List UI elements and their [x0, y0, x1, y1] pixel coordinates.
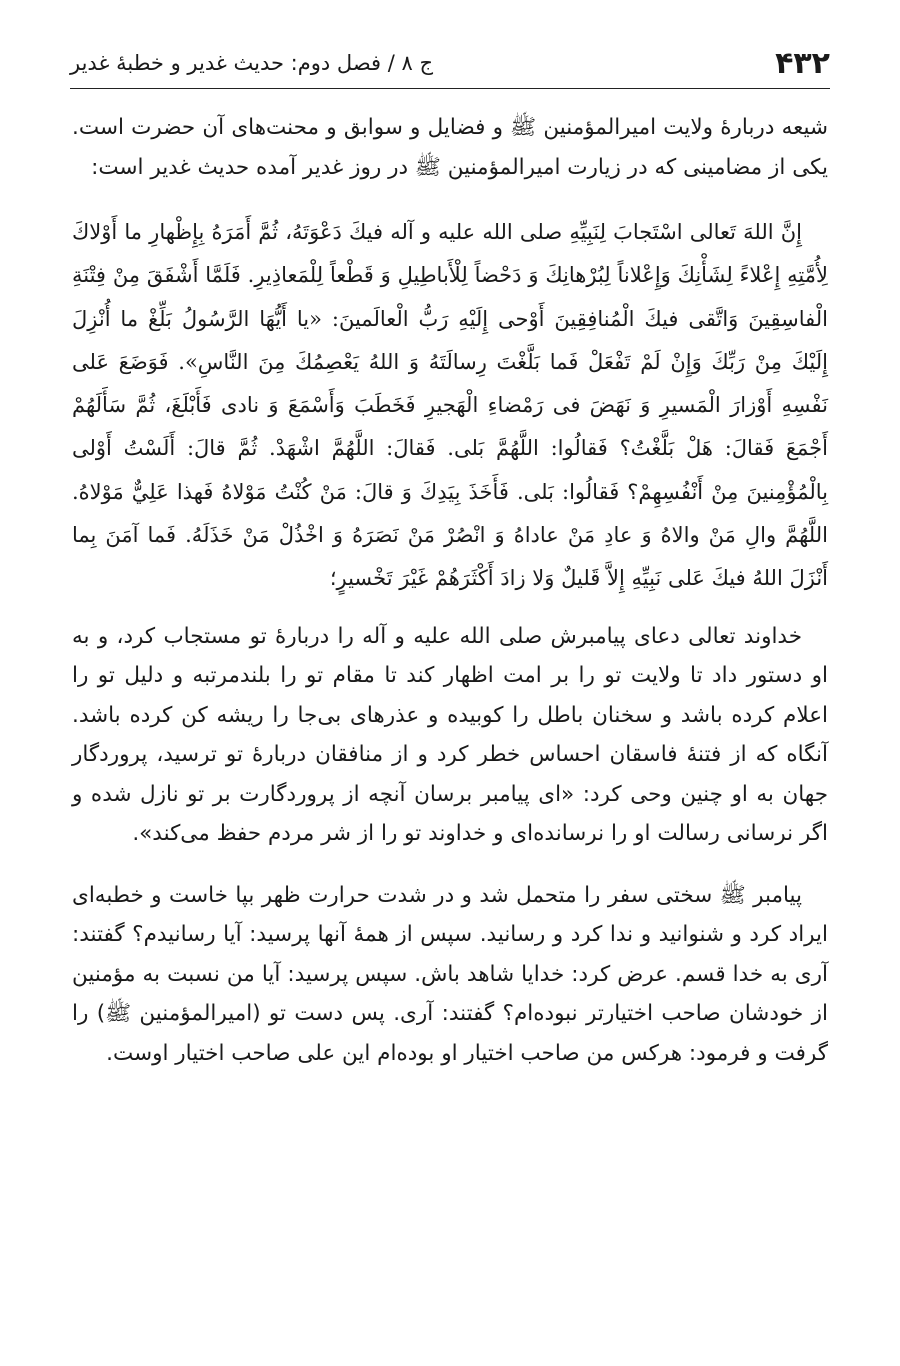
- page-body: [72, 108, 828, 1073]
- translation-paragraph: خداوند تعالی دعای پیامبرش صلی الله علیه و آله را دربارهٔ تو مستجاب کرد، و به او دستور داد تا ولایت تو را بر امت اظهار کند تا مقام تو را بلندمرتبه و دلیل تو را اعلام کرده باشد و سخنان باطل را کوبیده و عذرهای بی‌جا را ریشه کن کرده باشد. آنگاه که از فتنهٔ فاسقان احساس خطر کرد و از منافقان دربارهٔ تو ترسید، پروردگار جهان به او چنین وحی کرد: «ای پیامبر برسان آنچه از پروردگارت بر تو نازل شده و اگر نرسانی رسالت او را نرسانده‌ای و خداوند تو را از شر مردم حفظ می‌کند».: [72, 623, 828, 847]
- page-header: [70, 38, 830, 89]
- intro-paragraph: شیعه دربارهٔ ولایت امیرالمؤمنین ﷺ و فضایل و سوابق و محنت‌های آن حضرت است. یکی از مضامینی که در زیارت امیرالمؤمنین ﷺ در روز غدیر آمده حدیث غدیر است:: [72, 115, 828, 180]
- page-number: ۴۳۲: [775, 45, 830, 81]
- running-head: ج ۸ / فصل دوم: حدیث غدیر و خطبهٔ غدیر: [70, 51, 434, 75]
- translation-paragraph-continued: پیامبر ﷺ سختی سفر را متحمل شد و در شدت حرارت ظهر بپا خاست و خطبه‌ای ایراد کرد و شنوانید و ندا کرد و رسانید. سپس از همهٔ آنها پرسید: آیا رسانیدم؟ گفتند: آری به خدا قسم. عرض کرد: خدایا شاهد باش. سپس پرسید: آیا من نسبت به مؤمنین از خودشان صاحب اختیارتر نبوده‌ام؟ گفتند: آری. پس دست تو (امیرالمؤمنین ﷺ) را گرفت و فرمود: هرکس من صاحب اختیار او بوده‌ام این علی صاحب اختیار اوست.: [72, 882, 828, 1066]
- arabic-quote-paragraph: إِنَّ اللهَ تَعالی اسْتَجابَ لِنَبِيِّهِ صلى الله عليه و آله فيكَ دَعْوَتَهُ، ثُمَّ أَمَرَهُ بِإِظْهارِ ما أَوْلاكَ لِأُمَّتِهِ إِعْلاءً لِشَأْنِكَ وَإِعْلاناً لِبُرْهانِكَ وَ دَحْضاً لِلْأَباطِيلِ وَ قَطْعاً لِلْمَعاذِيرِ. فَلَمَّا أَشْفَقَ مِنْ فِتْنَةِ الْفاسِقِينَ وَاتَّقى فيكَ الْمُنافِقِينَ أَوْحى إِلَيْهِ رَبُّ الْعالَمينَ: «يا أَيُّهَا الرَّسُولُ بَلِّغْ ما أُنْزِلَ إِلَيْكَ مِنْ رَبِّكَ وَإِنْ لَمْ تَفْعَلْ فَما بَلَّغْتَ رِسالَتَهُ وَ اللهُ يَعْصِمُكَ مِنَ النَّاسِ». فَوَضَعَ عَلى نَفْسِهِ أَوْزارَ الْمَسيرِ وَ نَهَضَ فى رَمْضاءِ الْهَجيرِ فَخَطَبَ وَأَسْمَعَ وَ نادى فَأَبْلَغَ، ثُمَّ سَأَلَهُمْ أَجْمَعَ فَقالَ: هَلْ بَلَّغْتُ؟ فَقالُوا: اللَّهُمَّ بَلى. فَقالَ: اللَّهُمَّ اشْهَدْ. ثُمَّ قالَ: أَلَسْتُ أَوْلى بِالْمُؤْمِنينَ مِنْ أَنْفُسِهِمْ؟ فَقالُوا: بَلى. فَأَخَذَ بِيَدِكَ وَ قالَ: مَنْ كُنْتُ مَوْلاهُ فَهذا عَلِيٌّ مَوْلاهُ. اللَّهُمَّ والِ مَنْ والاهُ وَ عادِ مَنْ عاداهُ وَ انْصُرْ مَنْ نَصَرَهُ وَ اخْذُلْ مَنْ خَذَلَهُ. فَما آمَنَ بِما أَنْزَلَ اللهُ فيكَ عَلى نَبِيِّهِ إِلاَّ قَليلٌ وَلا زادَ أَكْثَرَهُمْ غَيْرَ تَخْسيرٍ؛: [72, 220, 828, 591]
